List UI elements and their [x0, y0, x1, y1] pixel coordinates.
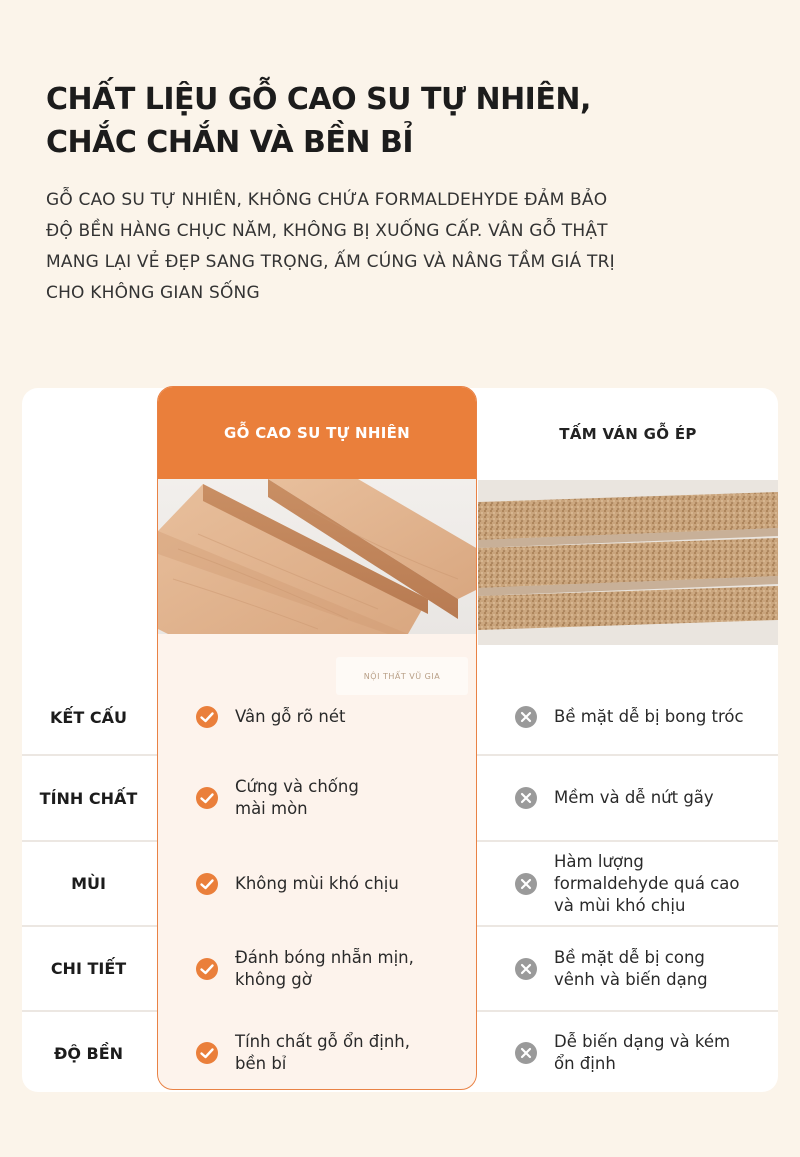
description-line-3: MANG LẠI VẺ ĐẸP SANG TRỌNG, ẤM CÚNG VÀ NÂNG TẦM GIÁ TRỊ [46, 252, 615, 272]
wood-planks-illustration [158, 479, 477, 634]
page-title [46, 78, 746, 164]
particle-board-illustration [478, 480, 778, 645]
check-circle-icon [195, 1041, 219, 1065]
natural-cell-properties [195, 756, 465, 840]
x-circle-icon [514, 786, 538, 810]
row-label-durability: ĐỘ BỀN [53, 1043, 124, 1063]
x-circle-icon [514, 872, 538, 896]
x-circle-icon [514, 705, 538, 729]
natural-cell-structure [195, 680, 465, 754]
cell-text: Hàm lượng [554, 851, 644, 871]
cell-text: mài mòn [235, 799, 308, 818]
watermark: NỘI THẤT VŨ GIA [336, 657, 468, 695]
plywood-cell-structure [514, 680, 776, 754]
row-label-smell: MÙI [71, 874, 106, 893]
plywood-cell-details [514, 927, 776, 1010]
cell-text: Mềm và dễ nứt gãy [554, 788, 714, 807]
plywood-cell-smell [514, 842, 776, 925]
plywood-header: TẤM VÁN GỖ ÉP [559, 425, 697, 443]
cell-text: không gờ [235, 969, 312, 989]
natural-cell-details [195, 927, 465, 1010]
row-label-properties: TÍNH CHẤT [39, 788, 138, 808]
title-line-2: CHẮC CHẮN VÀ BỀN BỈ [46, 125, 413, 160]
description-line-1: GỖ CAO SU TỰ NHIÊN, KHÔNG CHỨA FORMALDEHYDE ĐẢM BẢO [46, 190, 608, 210]
cell-text: và mùi khó chịu [554, 895, 686, 915]
natural-wood-image [158, 479, 476, 681]
plywood-cell-properties [514, 756, 776, 840]
plywood-cell-durability [514, 1012, 776, 1094]
check-circle-icon [195, 786, 219, 810]
row-label-structure: KẾT CẤU [50, 707, 127, 727]
cell-text: vênh và biến dạng [554, 969, 708, 989]
natural-wood-header: GỖ CAO SU TỰ NHIÊN [158, 387, 476, 479]
cell-text: Tính chất gỗ ổn định, [235, 1032, 411, 1051]
cell-text: Đánh bóng nhẵn mịn, [235, 947, 414, 967]
description-line-2: ĐỘ BỀN HÀNG CHỤC NĂM, KHÔNG BỊ XUỐNG CẤP. VÂN GỖ THẬT [46, 221, 608, 241]
description [46, 185, 726, 309]
cell-text: Bề mặt dễ bị cong [554, 947, 705, 967]
plywood-image [478, 480, 778, 645]
check-circle-icon [195, 705, 219, 729]
x-circle-icon [514, 1041, 538, 1065]
row-label-details: CHI TIẾT [50, 959, 127, 978]
cell-text: Không mùi khó chịu [235, 873, 399, 893]
cell-text: Dễ biến dạng và kém [554, 1032, 731, 1051]
natural-cell-durability [195, 1012, 465, 1094]
cell-text: Cứng và chống [235, 777, 359, 796]
cell-text: ổn định [554, 1054, 616, 1073]
title-line-1: CHẤT LIỆU GỖ CAO SU TỰ NHIÊN, [46, 82, 591, 117]
x-circle-icon [514, 957, 538, 981]
check-circle-icon [195, 957, 219, 981]
cell-text: Vân gỗ rõ nét [235, 707, 346, 726]
cell-text: bền bỉ [235, 1054, 287, 1073]
description-line-4: CHO KHÔNG GIAN SỐNG [46, 283, 260, 303]
check-circle-icon [195, 872, 219, 896]
natural-cell-smell [195, 842, 465, 925]
cell-text: formaldehyde quá cao [554, 873, 740, 893]
cell-text: Bề mặt dễ bị bong tróc [554, 707, 744, 726]
